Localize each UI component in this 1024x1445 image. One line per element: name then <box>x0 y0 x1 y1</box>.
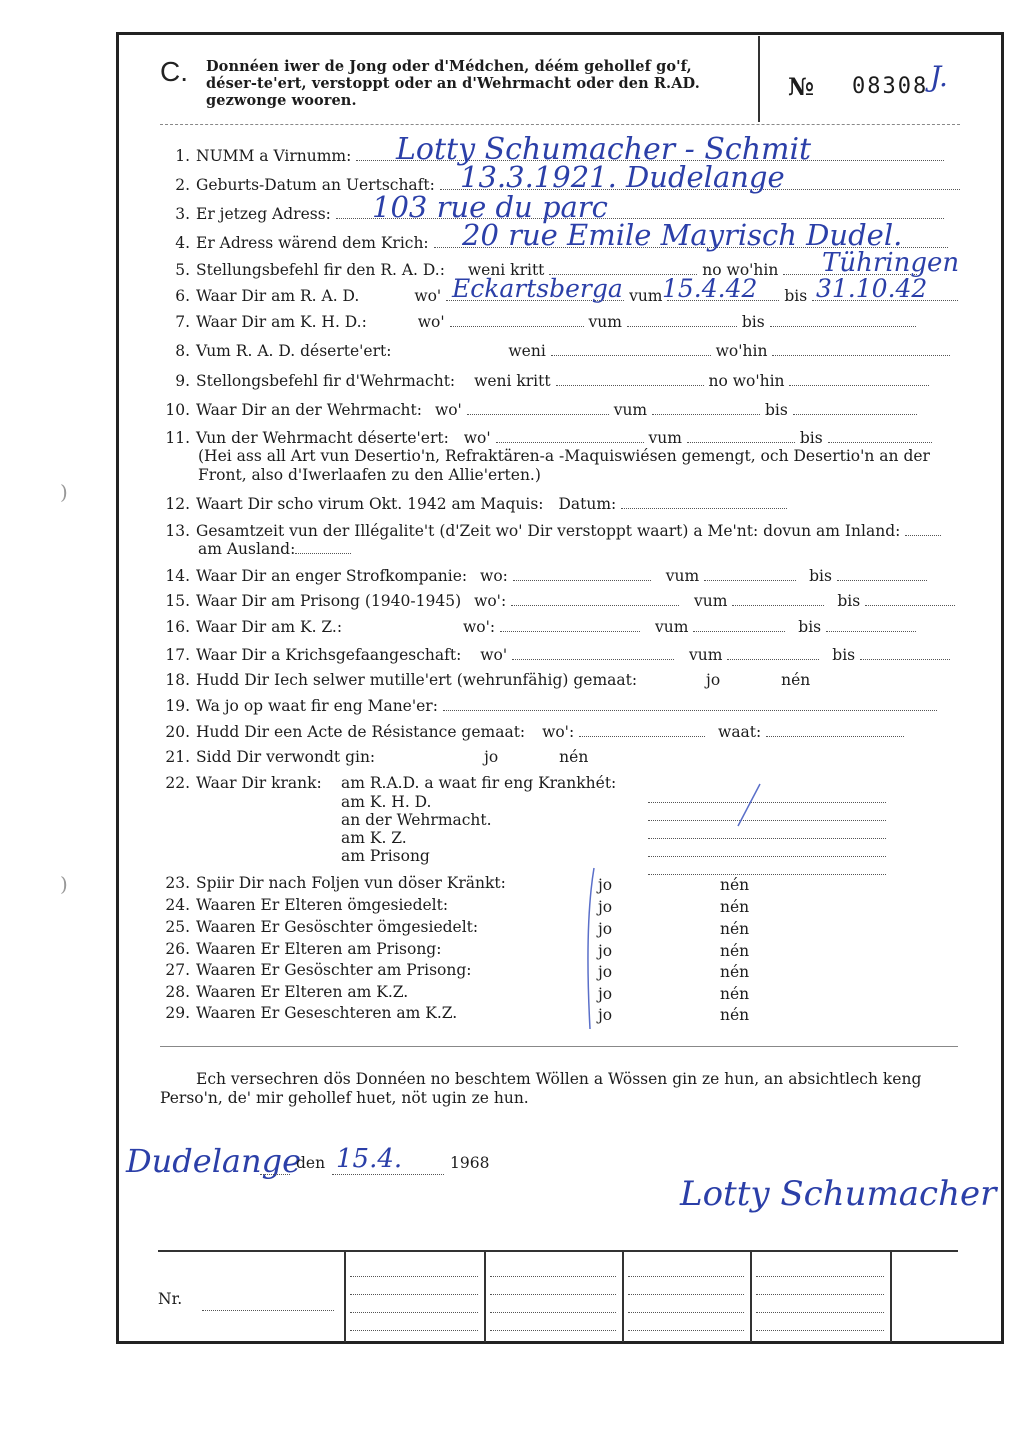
row-27-yes: jo <box>598 963 613 981</box>
cell-3-line-4 <box>628 1316 744 1331</box>
row-22-sub-3: am K. Z. <box>341 829 407 847</box>
row-10: 10. Waar Dir an der Wehrmacht: wo' vum bis <box>160 400 917 419</box>
cell-4-line-4 <box>756 1316 884 1331</box>
row-23-no: nén <box>720 876 750 894</box>
row-11: 11. Vun der Wehrmacht déserte'ert: wo' vum bis <box>160 428 932 447</box>
handwritten-destination: Tühringen <box>822 248 960 278</box>
row-4: 4. Er Adress wärend dem Krich: <box>160 233 948 252</box>
row-8: 8. Vum R. A. D. déserte'ert: weni wo'hin <box>160 341 950 360</box>
handwritten-rad-place: Eckartsberga <box>452 274 623 303</box>
handwritten-birth: 13.3.1921. Dudelange <box>460 160 785 194</box>
table-col-2 <box>484 1252 486 1342</box>
year-label: 1968 <box>450 1154 490 1172</box>
handwritten-date: 15.4. <box>336 1144 403 1174</box>
row-29-no: nén <box>720 1006 750 1024</box>
row-26: 26. Waaren Er Elteren am Prisong: <box>165 940 442 958</box>
row-21: 21. Sidd Dir verwondt gin: jo nén <box>165 748 589 766</box>
cell-1-line-3 <box>350 1298 478 1313</box>
cell-2-line-4 <box>490 1316 616 1331</box>
row-22-strike-mark <box>730 780 770 830</box>
table-top-line <box>158 1250 958 1252</box>
row-16: 16. Waar Dir am K. Z.: wo': vum bis <box>160 617 916 636</box>
margin-mark-1: ) <box>60 480 68 504</box>
row-24-no: nén <box>720 898 750 916</box>
jo-bracket-mark <box>582 864 602 1034</box>
row-28: 28. Waaren Er Elteren am K.Z. <box>165 983 409 1001</box>
table-col-3 <box>622 1252 624 1342</box>
cell-1-line-2 <box>350 1280 478 1295</box>
row-11-note: (Hei ass all Art vun Desertio'n, Refraktären-a -Maquiswiésen gemengt, och Desertio'n an der Front, also d'Iwerlaafen zu den Allie'erten.) <box>198 447 930 484</box>
table-col-5 <box>890 1252 892 1342</box>
row-17: 17. Waar Dir a Krichsgefaangeschaft: wo' vum bis <box>160 645 950 664</box>
signature: Lotty Schumacher <box>680 1174 997 1214</box>
row-7: 7. Waar Dir am K. H. D.: wo' vum bis <box>160 312 916 331</box>
cell-4-line-2 <box>756 1280 884 1295</box>
cell-2-line-2 <box>490 1280 616 1295</box>
row-27: 27. Waaren Er Gesöschter am Prisong: <box>165 961 472 979</box>
declaration-text: Ech versechren dös Donnéen no beschtem Wöllen a Wössen gin ze hun, an absichtlech keng Perso'n, de' mir gehollef huet, nöt ugin ze hun. <box>160 1070 922 1107</box>
handwritten-war-address: 20 rue Emile Mayrisch Dudel. <box>462 218 903 252</box>
row-23-yes: jo <box>598 876 613 894</box>
place-line <box>260 1160 290 1175</box>
margin-mark-2: ) <box>60 872 68 896</box>
header-rule <box>160 124 960 125</box>
handwritten-name: Lotty Schumacher - Schmit <box>396 132 812 167</box>
cell-4-line-1 <box>756 1262 884 1277</box>
row-12: 12. Waart Dir scho virum Okt. 1942 am Maquis: Datum: <box>160 494 787 513</box>
nr-label: Nr. <box>158 1290 183 1308</box>
row-9: 9. Stellongsbefehl fir d'Wehrmacht: weni kritt no wo'hin <box>160 371 929 390</box>
row-28-yes: jo <box>598 985 613 1003</box>
row-22-line-4 <box>648 860 886 875</box>
table-col-4 <box>750 1252 752 1342</box>
row-24-yes: jo <box>598 898 613 916</box>
row-27-no: nén <box>720 963 750 981</box>
row-5: 5. Stellungsbefehl fir den R. A. D.: weni kritt no wo'hin <box>160 260 917 279</box>
row-28-no: nén <box>720 985 750 1003</box>
table-col-1 <box>344 1252 346 1342</box>
row-22-sub-0: am R.A.D. a waat fir eng Krankhét: <box>341 774 617 792</box>
row-25: 25. Waaren Er Gesöschter ömgesiedelt: <box>165 918 479 936</box>
row-23: 23. Spiir Dir nach Foljen vun döser Kränkt: <box>165 874 506 892</box>
number-label: № <box>788 72 815 101</box>
form-number: 08308 <box>852 74 929 99</box>
number-annotation: J. <box>930 60 948 93</box>
row-26-yes: jo <box>598 942 613 960</box>
row-22-line-3 <box>648 842 886 857</box>
handwritten-rad-from: 15.4.42 <box>662 274 758 303</box>
row-15: 15. Waar Dir am Prisong (1940-1945) wo': vum bis <box>160 591 955 610</box>
cell-3-line-2 <box>628 1280 744 1295</box>
declaration-rule <box>160 1046 958 1047</box>
row-20: 20. Hudd Dir een Acte de Résistance gemaat: wo': waat: <box>160 722 904 741</box>
cell-4-line-3 <box>756 1298 884 1313</box>
row-13: 13. Gesamtzeit vun der Illégalite't (d'Zeit wo' Dir verstoppt waart) a Me'nt: dovun am Inland: <box>160 521 941 540</box>
row-24: 24. Waaren Er Elteren ömgesiedelt: <box>165 896 449 914</box>
row-22-sub-2: an der Wehrmacht. <box>341 811 492 829</box>
row-14: 14. Waar Dir an enger Strofkompanie: wo: vum bis <box>160 566 927 585</box>
cell-2-line-1 <box>490 1262 616 1277</box>
cell-1-line-4 <box>350 1316 478 1331</box>
row-2: 2. Geburts-Datum an Uertschaft: <box>160 175 960 194</box>
row-19: 19. Wa jo op waat fir eng Mane'er: <box>160 696 937 715</box>
row-6: 6. Waar Dir am R. A. D. wo' vum bis <box>160 286 958 305</box>
handwritten-rad-to: 31.10.42 <box>816 274 928 303</box>
row-22-sub-4: am Prisong <box>341 847 430 865</box>
cell-3-line-3 <box>628 1298 744 1313</box>
row-25-no: nén <box>720 920 750 938</box>
header-divider <box>758 36 760 122</box>
row-22: 22. Waar Dir krank: <box>165 774 322 792</box>
section-title: Donnéen iwer de Jong oder d'Médchen, déém gehollef go'f, déser-te'ert, verstoppt oder an d'Wehrmacht oder den R.AD. gezwonge wooren. <box>206 58 700 109</box>
cell-3-line-1 <box>628 1262 744 1277</box>
row-18: 18. Hudd Dir Iech selwer mutille'ert (wehrunfähig) gemaat: jo nén <box>165 671 811 689</box>
row-26-no: nén <box>720 942 750 960</box>
row-13-abroad: am Ausland: <box>198 539 351 558</box>
row-29: 29. Waaren Er Geseschteren am K.Z. <box>165 1004 458 1022</box>
handwritten-place: Dudelange <box>126 1142 302 1180</box>
handwritten-address: 103 rue du parc <box>372 190 608 224</box>
cell-1-line-1 <box>350 1262 478 1277</box>
row-3: 3. Er jetzeg Adress: <box>160 204 944 223</box>
row-1: 1. NUMM a Virnumm: <box>160 146 944 165</box>
cell-2-line-3 <box>490 1298 616 1313</box>
den-label: den <box>296 1154 326 1172</box>
nr-line <box>202 1296 334 1311</box>
row-29-yes: jo <box>598 1006 613 1024</box>
row-22-sub-1: am K. H. D. <box>341 793 432 811</box>
section-letter: C. <box>160 56 188 87</box>
row-25-yes: jo <box>598 920 613 938</box>
